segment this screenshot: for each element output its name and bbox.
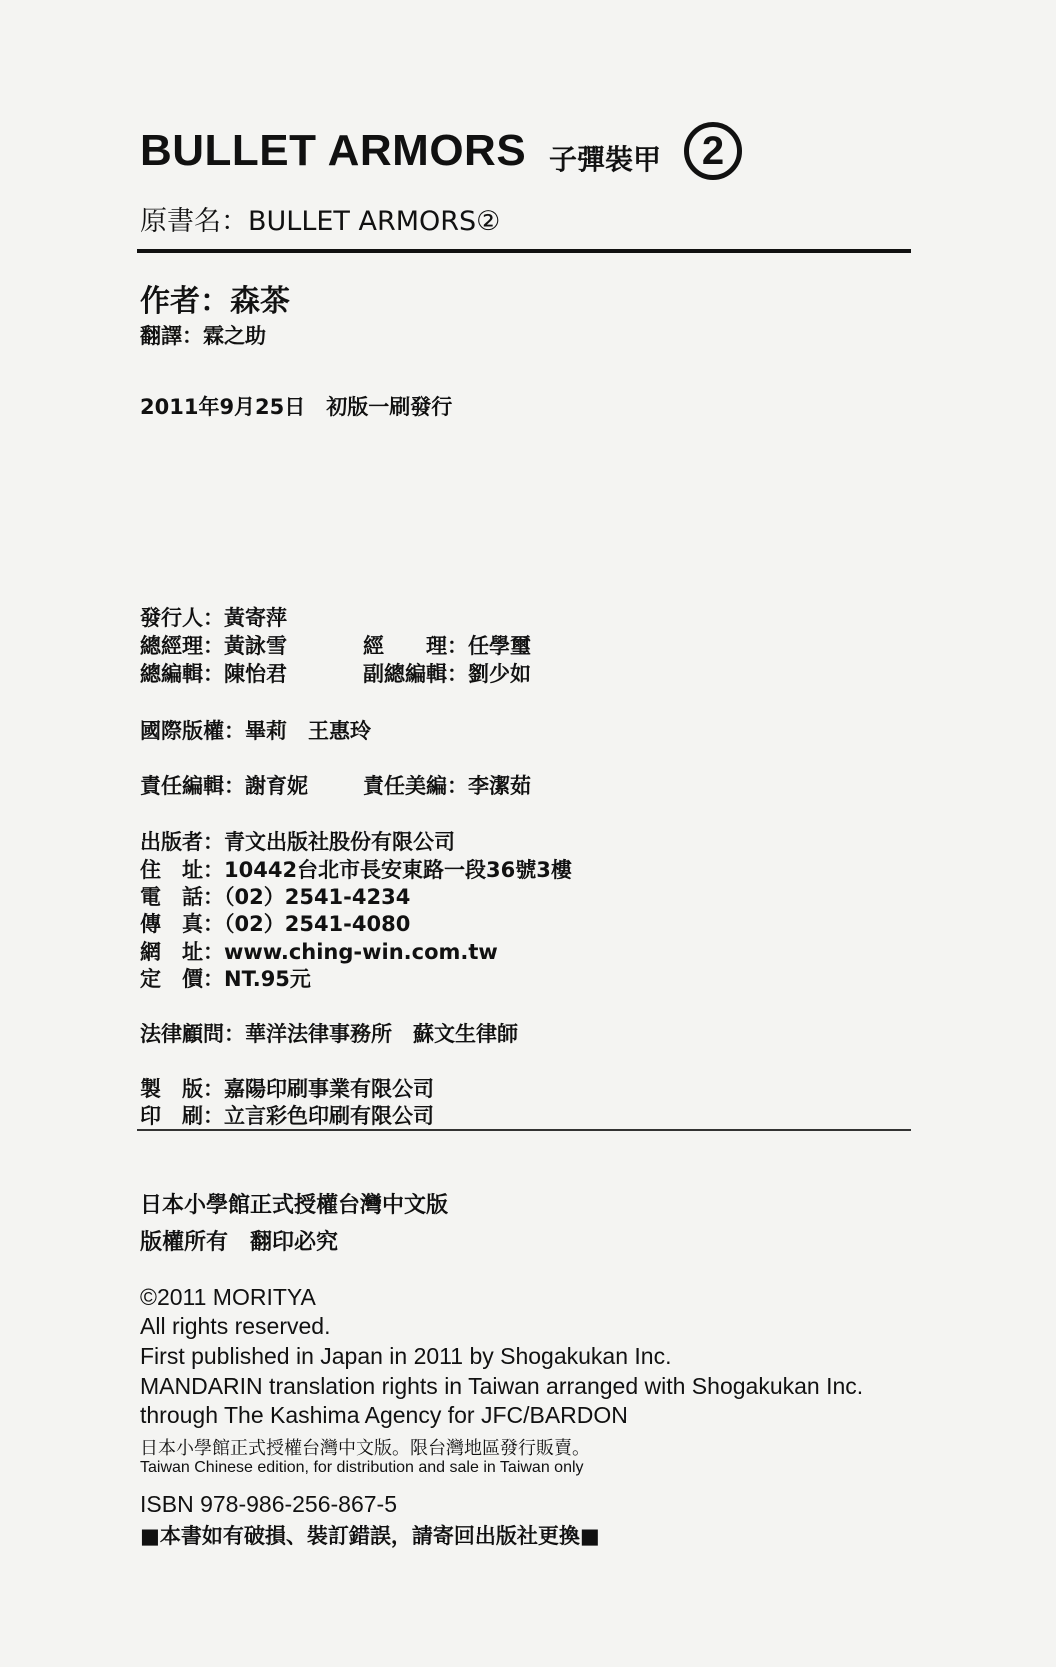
publisher-fax: 傳 真：（02）2541-4080 <box>140 912 411 936</box>
volume-number-badge: 2 <box>684 122 742 180</box>
isbn: ISBN 978-986-256-867-5 <box>140 1491 397 1517</box>
distribution-en: Taiwan Chinese edition, for distribution and sale in Taiwan only <box>140 1459 584 1476</box>
printing: 印 刷：立言彩色印刷有限公司 <box>140 1104 434 1128</box>
publisher-website: 網 址：www.ching-win.com.tw <box>140 940 498 964</box>
responsible-art-editor: 責任美編：李潔茹 <box>363 774 531 798</box>
plate-making: 製 版：嘉陽印刷事業有限公司 <box>140 1077 434 1101</box>
responsible-editor: 責任編輯：謝育妮 <box>140 774 308 798</box>
header-divider <box>137 249 911 253</box>
publisher-name: 出版者：青文出版社股份有限公司 <box>140 830 455 854</box>
manager: 經 理：任學璽 <box>363 634 531 658</box>
copyright-line: ©2011 MORITYA <box>140 1284 316 1310</box>
translator: 翻譯：霖之助 <box>140 324 266 348</box>
publisher-phone: 電 話：（02）2541-4234 <box>140 885 411 909</box>
license-authorized: 日本小學館正式授權台灣中文版 <box>140 1192 449 1218</box>
publisher-address: 住 址：10442台北市長安東路一段36號3樓 <box>140 858 572 882</box>
rights-reserved: All rights reserved. <box>140 1313 331 1339</box>
general-manager: 總經理：黃詠雪 <box>140 634 287 658</box>
agency-line: through The Kashima Agency for JFC/BARDON <box>140 1402 628 1428</box>
book-subtitle-zh: 子彈裝甲 <box>549 143 662 176</box>
license-rights: 版權所有 翻印必究 <box>140 1229 339 1255</box>
international-rights: 國際版權：畢莉 王惠玲 <box>140 719 371 743</box>
publisher-person: 發行人：黃寄萍 <box>140 606 287 630</box>
damage-notice: ■本書如有破損、裝訂錯誤，請寄回出版社更換■ <box>140 1524 600 1548</box>
deputy-editor: 副總編輯：劉少如 <box>363 662 531 686</box>
author: 作者：森茶 <box>140 284 290 319</box>
translation-rights: MANDARIN translation rights in Taiwan arranged with Shogakukan Inc. <box>140 1373 864 1399</box>
first-published: First published in Japan in 2011 by Shogakukan Inc. <box>140 1343 672 1369</box>
publication-date: 2011年9月25日 初版一刷發行 <box>140 395 453 419</box>
footer-divider <box>137 1129 911 1131</box>
editor-in-chief: 總編輯：陳怡君 <box>140 662 287 686</box>
legal-counsel: 法律顧問：華洋法律事務所 蘇文生律師 <box>140 1022 518 1046</box>
book-title: BULLET ARMORS <box>140 126 527 175</box>
distribution-zh: 日本小學館正式授權台灣中文版。限台灣地區發行販賣。 <box>140 1438 590 1459</box>
price: 定 價：NT.95元 <box>140 967 311 991</box>
original-title: 原書名：BULLET ARMORS② <box>140 206 501 237</box>
